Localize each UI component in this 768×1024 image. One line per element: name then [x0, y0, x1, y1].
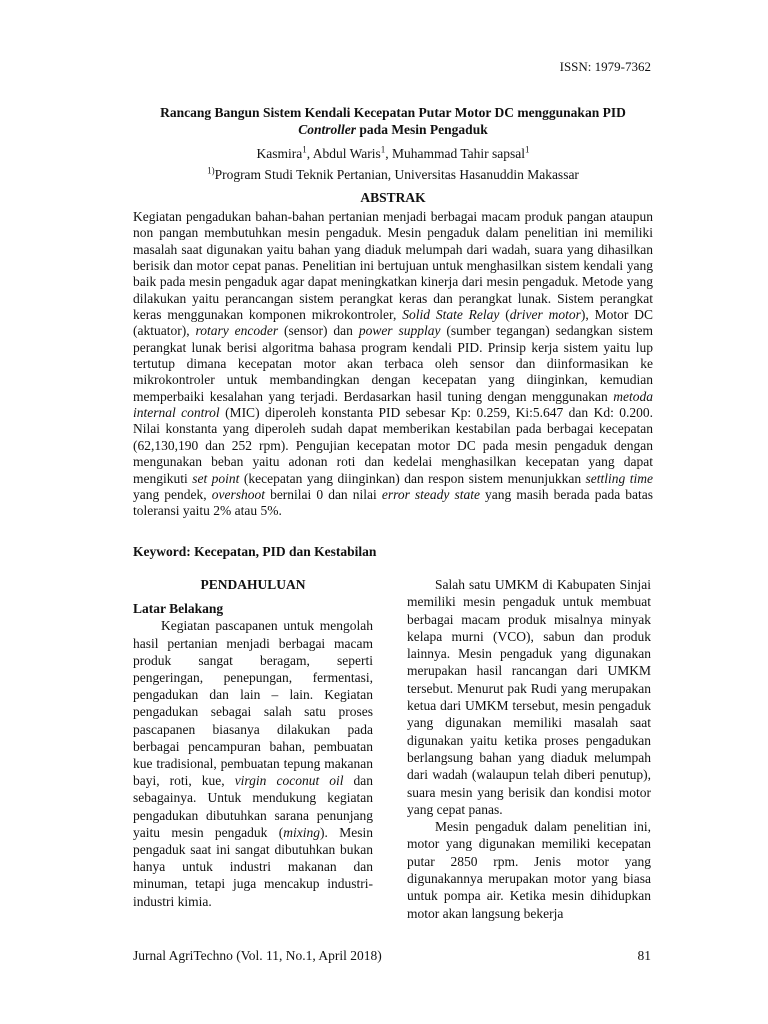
abstract-text: (MIC) diperoleh konstanta PID sebesar Kp: 0.259, Ki:5.647 dan Kd: 0.200. Nilai konstanta yang diperoleh sudah dapat memberikan kestabilan pada berbagai kecepatan (62,130,190 dan 252 rpm). Pengujian kecepatan motor DC pada mesin pengaduk dengan mengunakan beban yaitu adonan roti dan kedelai menghasilkan kecepatan yang dapat mengikuti — [133, 405, 653, 486]
section-heading-introduction: PENDAHULUAN — [200, 577, 306, 592]
author-2-affiliation-mark: 1 — [380, 144, 386, 155]
abstract-text: yang pendek, — [133, 486, 212, 502]
abstract-italic-term: rotary encoder — [195, 323, 279, 339]
paragraph-text: Kegiatan pascapanen untuk mengolah hasil pertanian menjadi berbagai macam produk sangat beragam, seperti pengeringan, penepungan, fermentasi, pengadukan dan lain – lain. Kegiatan pengadukan sebagai salah satu proses pascapanen biasanya dilakukan pada berbagai pencampuran bahan, pembuatan kue tradisional, pembuatan tepung makanan bayi, roti, kue, — [133, 618, 373, 789]
abstract-italic-term: metoda internal control — [133, 388, 653, 421]
author-separator: , — [385, 146, 392, 161]
abstract-text: bernilai 0 dan nilai — [265, 486, 382, 502]
paragraph — [133, 617, 373, 909]
title-line-2-rest: pada Mesin Pengaduk — [356, 122, 488, 137]
abstract-text: (sumber tegangan) sedangkan sistem perangkat lunak berisi algoritma bahasa program kendali PID. Prinsip kerja sistem yaitu lup tertutup dimana kecepatan motor akan terbaca oleh sensor dan diinformasikan ke mikrokontroler untuk membandingkan dengan kecepatan yang diinginkan, kemudian memperbaiki kesalahan yang terjadi. Berdasarkan hasil tuning dengan menggunakan — [133, 323, 653, 404]
author-list — [133, 146, 653, 162]
title-line-1: Rancang Bangun Sistem Kendali Kecepatan Putar Motor DC menggunakan PID — [160, 105, 626, 120]
title-italic-term: Controller — [298, 122, 357, 137]
abstract-body — [133, 209, 653, 520]
author-2: Abdul Waris — [312, 146, 381, 161]
abstract-text: yang masih berada pada batas toleransi yaitu 2% atau 5%. — [133, 486, 654, 519]
abstract-italic-term: error steady state — [381, 486, 480, 502]
paragraph-text: ). Mesin pengaduk saat ini sangat dibutuhkan bukan hanya untuk industri makanan dan minuman, tetapi juga mencakup industri-industri kimia. — [133, 824, 373, 909]
left-column — [133, 576, 373, 910]
author-1: Kasmira — [256, 146, 303, 161]
abstract-text: (kecepatan yang diinginkan) dan respon sistem menunjukkan — [239, 470, 586, 486]
page-number: 81 — [637, 948, 651, 963]
affiliation-text: Program Studi Teknik Pertanian, Universitas Hasanuddin Makassar — [214, 167, 579, 182]
italic-term: mixing — [283, 824, 321, 840]
affiliation — [133, 167, 653, 183]
issn-number: ISSN: 1979-7362 — [559, 59, 651, 74]
paragraph: Salah satu UMKM di Kabupaten Sinjai memiliki mesin pengaduk untuk membuat berbagai macam produk misalnya minyak kelapa murni (VCO), sabun dan produk lainnya. Mesin pengaduk yang digunakan merupakan hasil rancangan dari UMKM tersebut. Menurut pak Rudi yang merupakan ketua dari UMKM tersebut, mesin pengaduk yang digunakan memiliki masalah saat digunakan yaitu ketika proses pengadukan berlangsung bahan yang diaduk melumpah dari wadah (walaupun telah diberi penutup), suara mesin yang berisik dan kondisi motor yang cepat panas. — [407, 577, 651, 817]
abstract-text: (sensor) dan — [278, 323, 359, 339]
author-1-affiliation-mark: 1 — [302, 144, 307, 155]
abstract-heading: ABSTRAK — [360, 190, 426, 205]
italic-term: virgin coconut oil — [234, 773, 344, 789]
keywords: Keyword: Kecepatan, PID dan Kestabilan — [133, 544, 377, 559]
author-3: Muhammad Tahir sapsal — [392, 146, 526, 161]
abstract-italic-term: Solid State Relay — [402, 307, 500, 323]
title-line-2 — [133, 121, 653, 138]
abstract-italic-term: driver motor — [509, 307, 581, 323]
subsection-heading-background: Latar Belakang — [133, 601, 224, 617]
abstract-italic-term: settling time — [585, 470, 653, 486]
paper-title — [133, 104, 653, 138]
abstract-italic-term: overshoot — [211, 486, 265, 502]
paragraph-text: dan sebagainya. Untuk mendukung kegiatan pengadukan dibutuhkan sarana penunjang yaitu mesin pengaduk ( — [133, 773, 374, 840]
abstract-text: ), Motor DC (aktuator), — [133, 307, 653, 339]
abstract-text: Kegiatan pengadukan bahan-bahan pertanian menjadi berbagai macam produk pangan ataupun non pangan membutuhkan mesin pengaduk. Mesin pengaduk dalam penelitian ini memiliki masalah saat digunakan yaitu bahan yang diaduk melumpah dari wadah, suara yang dihasilkan berisik dan motor cepat panas. Penelitian ini bertujuan untuk menghasilkan sistem kendali yang baik pada mesin pengaduk agar dapat meningkatkan kinerja dari mesin pengaduk. Metode yang dilakukan yaitu perancangan sistem perangkat keras dan perangkat lunak. Sistem perangkat keras menggunakan komponen mikrokontroler, — [133, 209, 653, 323]
author-3-affiliation-mark: 1 — [525, 144, 530, 155]
journal-footer: Jurnal AgriTechno (Vol. 11, No.1, April 2018) — [133, 948, 382, 963]
abstract-italic-term: power supplay — [358, 323, 441, 339]
affiliation-mark: 1) — [207, 165, 215, 176]
abstract-text: ( — [499, 307, 510, 323]
right-column — [407, 576, 651, 922]
author-separator: , — [306, 146, 313, 161]
abstract-italic-term: set point — [192, 470, 240, 486]
paragraph: Mesin pengaduk dalam penelitian ini, motor yang digunakan memiliki kecepatan putar 2850 rpm. Jenis motor yang digunakannya merupakan motor yang biasa untuk pompa air. Ketika mesin dihidupkan motor akan langsung bekerja — [407, 819, 651, 921]
